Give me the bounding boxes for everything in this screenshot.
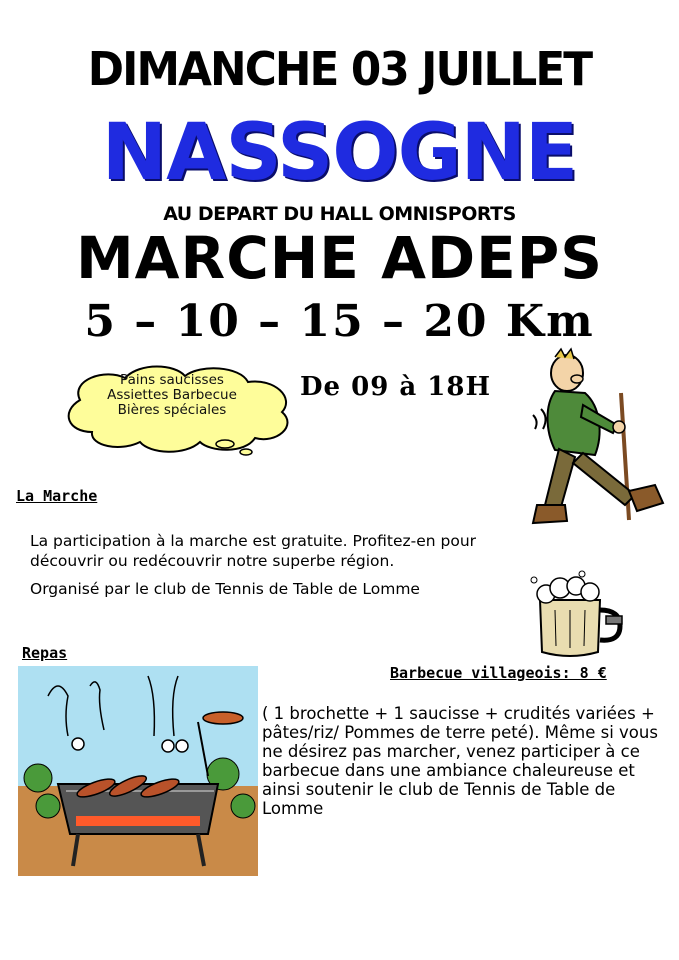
- cloud-line: Assiettes Barbecue: [107, 387, 237, 403]
- organizer-note: Organisé par le club de Tennis de Table de Lomme: [30, 580, 420, 598]
- cloud-food-list: [72, 373, 272, 418]
- event-date: DIMANCHE 03 JUILLET: [87, 42, 592, 96]
- barbecue-details: ( 1 brochette + 1 saucisse + crudités variées + pâtes/riz/ Pommes de terre peté). Même si vous ne désirez pas marcher, venez participer à ce barbecue dans une ambiance chaleureuse et ainsi soutenir le club de Tennis de Table de Lomme: [262, 704, 658, 818]
- walk-distances: 5 – 10 – 15 – 20 Km: [84, 296, 595, 347]
- meal-section-title: Repas: [22, 644, 68, 662]
- hiker-illustration-icon: [525, 345, 670, 535]
- cloud-line: Bières spéciales: [117, 402, 227, 418]
- walk-description: La participation à la marche est gratuite. Profitez-en pour découvrir ou redécouvrir notre superbe région.: [30, 532, 477, 570]
- cloud-line: Pains saucisses: [120, 372, 224, 388]
- departure-location: AU DEPART DU HALL OMNISPORTS: [163, 203, 516, 225]
- event-title: MARCHE ADEPS: [75, 224, 604, 292]
- barbecue-price: Barbecue villageois: 8 €: [390, 664, 607, 682]
- barbecue-illustration-icon: [18, 666, 258, 876]
- town-name: NASSOGNE: [101, 108, 578, 198]
- walk-section-title: La Marche: [16, 487, 98, 505]
- beer-mug-icon: [520, 570, 630, 660]
- event-hours: De 09 à 18H: [300, 372, 492, 402]
